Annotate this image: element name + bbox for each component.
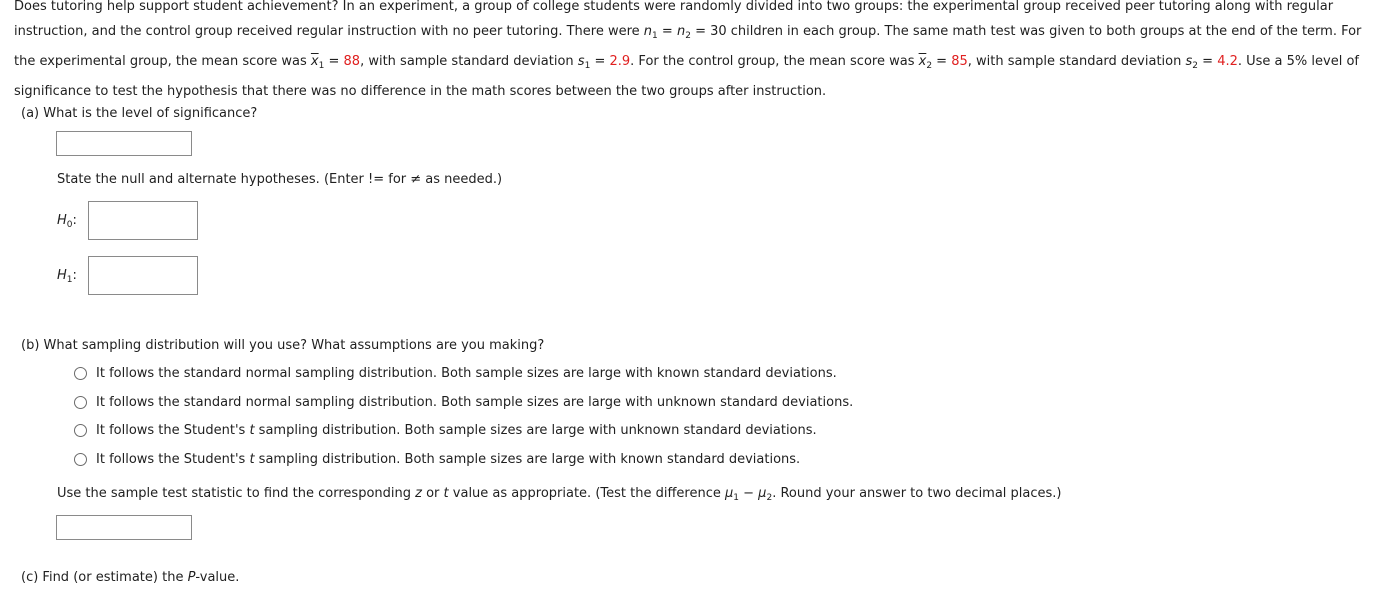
n1-subscript: 1 <box>652 31 658 41</box>
s2-value: 4.2 <box>1217 54 1238 69</box>
z-symbol: z <box>415 486 422 501</box>
xbar2-value: 85 <box>951 54 968 69</box>
null-hypothesis-input[interactable] <box>88 201 198 240</box>
radio-button[interactable] <box>74 367 87 380</box>
option-text: It follows the standard normal sampling distribution. Both sample sizes are large with known standard deviations. <box>96 366 837 381</box>
or-text: or <box>421 486 444 501</box>
intro-text-2: = 30 children in each group. The same math test was given to both groups at the end of the term. For the experimental group, the mean score was <box>14 24 1362 69</box>
n2-subscript: 2 <box>685 31 691 41</box>
option-label <box>96 452 800 467</box>
equals: = <box>1198 54 1218 69</box>
option-text: It follows the Student's <box>96 423 250 438</box>
mu1-symbol: μ <box>724 486 734 501</box>
part-c-text-post: -value. <box>195 570 240 585</box>
s2-subscript: 2 <box>1192 61 1199 71</box>
distribution-option-2[interactable] <box>74 395 853 410</box>
h1-subscript: 1 <box>66 275 73 285</box>
distribution-option-4[interactable] <box>74 452 800 467</box>
minus: − <box>739 486 759 501</box>
mu2-subscript: 2 <box>766 493 773 503</box>
xbar1-subscript: 1 <box>318 61 325 71</box>
prompt-text-2: value as appropriate. (Test the difference <box>448 486 725 501</box>
part-b-question: (b) What sampling distribution will you use? What assumptions are you making? <box>21 338 545 353</box>
mu1-subscript: 1 <box>733 493 739 503</box>
h0-label <box>57 213 77 230</box>
option-label <box>96 395 853 410</box>
part-c-text: (c) Find (or estimate) the <box>21 570 188 585</box>
s2-symbol: s <box>1185 54 1193 69</box>
xbar2-subscript: 2 <box>926 61 933 71</box>
intro-text-3: , with sample standard deviation <box>360 54 578 69</box>
option-text-post: sampling distribution. Both sample sizes are large with unknown standard deviations. <box>254 423 817 438</box>
part-a-question: (a) What is the level of significance? <box>21 106 258 121</box>
option-t: t <box>249 452 255 467</box>
equals: = <box>590 54 610 69</box>
radio-button[interactable] <box>74 424 87 437</box>
h1-label <box>57 268 77 285</box>
h1-symbol: H <box>57 268 67 283</box>
test-statistic-prompt <box>57 486 1062 503</box>
n2-symbol: n <box>676 24 686 39</box>
option-label <box>96 366 837 381</box>
option-text: It follows the standard normal sampling distribution. Both sample sizes are large with unknown standard deviations. <box>96 395 854 410</box>
alternate-hypothesis-input[interactable] <box>88 256 198 295</box>
equals: = <box>932 54 952 69</box>
h0-subscript: 0 <box>66 220 73 230</box>
h0-colon: : <box>72 213 77 228</box>
h0-symbol: H <box>57 213 67 228</box>
option-text-post: sampling distribution. Both sample sizes are large with known standard deviations. <box>254 452 801 467</box>
option-t: t <box>249 423 255 438</box>
equals: = <box>324 54 344 69</box>
intro-text-4: . For the control group, the mean score was <box>630 54 919 69</box>
distribution-option-1[interactable] <box>74 366 837 381</box>
h1-colon: : <box>72 268 77 283</box>
xbar2-symbol: $\overline{x}$ <box>918 54 927 69</box>
hypotheses-prompt: State the null and alternate hypotheses. (Enter != for ≠ as needed.) <box>57 172 503 187</box>
mu2-symbol: μ <box>758 486 767 501</box>
s1-subscript: 1 <box>584 61 591 71</box>
part-c-question <box>21 570 239 585</box>
n1-symbol: n <box>643 24 653 39</box>
significance-level-input[interactable] <box>56 131 192 156</box>
s1-value: 2.9 <box>609 54 631 69</box>
xbar1-symbol: $\overline{x}$ <box>310 54 319 69</box>
intro-text-5: , with sample standard deviation <box>967 54 1186 69</box>
option-label <box>96 423 817 438</box>
xbar1-value: 88 <box>343 54 361 69</box>
prompt-text-3: . Round your answer to two decimal places.) <box>772 486 1062 501</box>
intro-text-1: Does tutoring help support student achievement? In an experiment, a group of college students were randomly divided into two groups: the experimental group received peer tutoring along with regular instruction, and the control group received regular instruction with no peer tutoring. There were <box>14 0 1334 39</box>
problem-statement <box>14 0 1380 104</box>
option-text: It follows the Student's <box>96 452 250 467</box>
radio-button[interactable] <box>74 453 87 466</box>
prompt-text-1: Use the sample test statistic to find the corresponding <box>57 486 416 501</box>
radio-button[interactable] <box>74 396 87 409</box>
distribution-option-3[interactable] <box>74 423 817 438</box>
t-symbol: t <box>443 486 449 501</box>
test-statistic-input[interactable] <box>56 515 192 540</box>
s1-symbol: s <box>577 54 585 69</box>
intro-text-6: . Use a 5% level of significance to test the hypothesis that there was no difference in the math scores between the two groups after instruction. <box>14 54 1359 99</box>
p-symbol: P <box>187 570 196 585</box>
equals: = <box>657 24 677 39</box>
